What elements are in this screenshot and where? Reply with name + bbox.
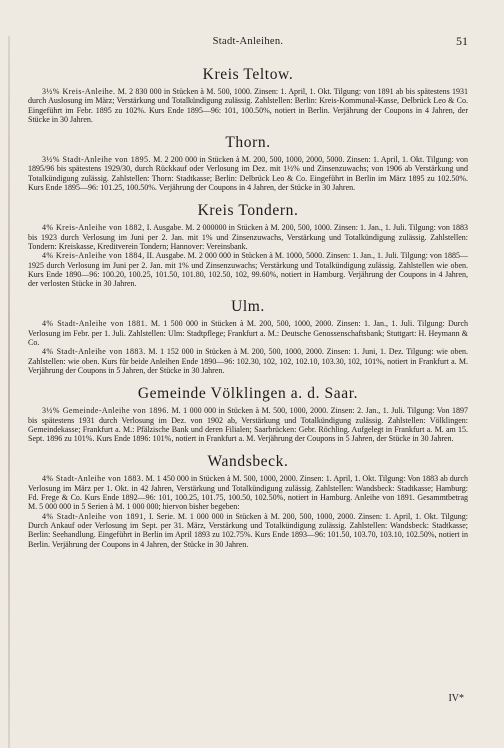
bond-description: M. 1 500 000 in Stücken à M. 200, 500, 1000, 2000. Zinsen: 1. Jan., 1. Juli. Tilgung: Durch Verlosung im Febr. per 1. Juli. Zahlstellen: Ulm: Stadtpflege; Frankfurt a. M.: Deutsche Genossenschaftsbank; Stuttgart: H. Heymann & Co. bbox=[28, 319, 468, 348]
bond-entry bbox=[28, 474, 468, 511]
section-heading: Kreis Tondern. bbox=[197, 202, 299, 220]
bond-entry bbox=[28, 319, 468, 347]
bond-description: II. Ausgabe. M. 2 000 000 in Stücken à M. 1000, 5000. Zinsen: 1. Jan., 1. Juli. Tilgung: von 1885—1925 durch Verlosung im Juni per 2. Jan. mit 1% und Zinsenzuwachs; Verstärkung und Totalkündigung zulässig. Zahlstellen wie oben. Kurs Ende 1890—96: 100.20, 100.25, 101.50, 101.80, 102.50, 102, 99.60%, notiert in Hamburg. Verjährung der Coupons in 4 Jahren, der verlosten Stücke in 30 Jahren. bbox=[28, 251, 468, 289]
bond-title: 4% Stadt-Anleihe von 1881. bbox=[42, 319, 148, 329]
bond-entry bbox=[28, 406, 468, 443]
bond-title: 4% Stadt-Anleihe von 1883. bbox=[42, 347, 146, 357]
section-wandsbeck bbox=[28, 453, 468, 548]
section-thorn bbox=[28, 134, 468, 192]
bond-entry bbox=[28, 512, 468, 549]
bond-title: 3½% Stadt-Anleihe von 1895. bbox=[42, 155, 151, 165]
running-head: Stadt-Anleihen. bbox=[212, 36, 284, 47]
bond-title: 3½% Kreis-Anleihe. bbox=[42, 87, 116, 96]
bond-description: M. 1 152 000 in Stücken à M. 200, 500, 1000, 2000. Zinsen: 1. Juni, 1. Dez. Tilgung: wie oben. Zahlstellen: wie oben. Kurs für beide Anleihen Ende 1890—96: 102.30, 102, 102, 102.10, 103.30, 102, 101%, notiert in Frankfurt a. M. Verjährung der Coupons in 5 Jahren, der Stücke in 30 Jahren. bbox=[28, 347, 468, 375]
section-heading: Kreis Teltow. bbox=[202, 66, 294, 83]
binding-gutter bbox=[8, 36, 10, 748]
bond-title: 3½% Gemeinde-Anleihe von 1896. bbox=[42, 406, 169, 416]
bond-description: M. 1 450 000 in Stücken à M. 500, 1000, 2000. Zinsen: 1. April, 1. Okt. Tilgung: Von 1883 ab durch Verlosung im März per 1. Okt. in 42 Jahren, Verstärkung und Totalkündigung zulässig. Zahlstellen: Wandsbeck: Stadtkasse; Hamburg: Fd. Frege & Co. Kurs Ende 1892—96: 101, 100.25, 101.75, 100.50, 102.50%, notiert in Hamburg. Anleihe von 1891. Gesammtbetrag M. 5 000 000 in 5 Serien à M. 1 000 000; hiervon bisher begeben: bbox=[28, 474, 469, 512]
bond-title: 4% Kreis-Anleihe von 1882, bbox=[42, 223, 145, 233]
bond-description: I. Serie. M. 1 000 000 in Stücken à M. 200, 500, 1000, 2000. Zinsen: 1. April, 1. Okt. Tilgung: Durch Ankauf oder Verlosung im Sept. per 31. März, Verstärkung und Totalkündigung zulässig. Zahlstellen: Wandsbeck: Stadtkasse; Berlin: Seehandlung. Eingeführt in Berlin im April 1893 zu 102.75%. Kurs Ende 1893—96: 101.50, 103.70, 103.10, 102.50%, notiert in Berlin. Verjährung der Coupons in 4 Jahren, der Stücke in 30 Jahren. bbox=[28, 511, 469, 549]
bond-title: 4% Kreis-Anleihe von 1884, bbox=[42, 251, 145, 261]
bond-entry bbox=[28, 87, 468, 124]
section-kreis-teltow bbox=[28, 66, 468, 124]
page-header bbox=[28, 36, 468, 56]
section-heading: Gemeinde Völklingen a. d. Saar. bbox=[137, 385, 359, 403]
bond-title: 4% Stadt-Anleihe von 1891, bbox=[42, 511, 147, 521]
bond-title: 4% Stadt-Anleihe von 1883. bbox=[42, 474, 144, 484]
bond-description: I. Ausgabe. M. 2 000000 in Stücken à M. 200, 500, 1000. Zinsen: 1. Jan., 1. Juli. Tilgung: von 1883 bis 1923 durch Verlosung im Juni per 2. Jan. mit 1% und Zinsenzuwachs, Verstärkung und Totalkündigung zulässig. Zahlstellen: Tondern: Kreiskasse, Kreditverein Tondern; Hannover: Vereinsbank. bbox=[28, 223, 468, 251]
section-ulm bbox=[28, 298, 468, 375]
bond-entry bbox=[28, 155, 468, 192]
bond-entry bbox=[28, 251, 468, 288]
bond-description: M. 2 200 000 in Stücken à M. 200, 500, 1000, 2000, 5000. Zinsen: 1. April, 1. Okt. Tilgung: von 1895/96 bis spätestens 1929/30, durch Rückkauf oder Verlosung im Dez. mit 1½% und Zinsenzuwachs; von 1906 ab Verstärkung und Totalkündigung zulässig. Zahlstellen: Thorn: Stadtkasse; Berlin: Delbrück Leo & Co. Eingeführt in Berlin im März 1895 zu 102.50%. Kurs Ende 1895—96: 101.25, 100.50%. Verjährung der Coupons in 4 Jahren, der Stücke in 30 Jahren. bbox=[28, 155, 468, 193]
section-gemeinde-voelklingen bbox=[28, 385, 468, 443]
section-heading: Wandsbeck. bbox=[207, 453, 289, 471]
page-number: 51 bbox=[456, 34, 468, 48]
section-heading: Ulm. bbox=[231, 298, 265, 316]
section-kreis-tondern bbox=[28, 202, 468, 288]
bond-entry bbox=[28, 223, 468, 251]
bond-description: M. 2 830 000 in Stücken à M. 500, 1000. Zinsen: 1. April, 1. Okt. Tilgung: von 1891 ab bis spätestens 1931 durch Auslosung im März; Verstärkung und Totalkündigung zulässig. Zahlstellen: Berlin: Kreis-Kommunal-Kasse, Delbrück Leo & Co. Eingeführt im Febr. 1895 zu 102%. Kurs Ende 1895—96: 101, 100.50%, notiert in Berlin. Verjährung der Coupons in 4 Jahren, der Stücke in 30 Jahren. bbox=[28, 87, 468, 124]
signature-mark: IV* bbox=[448, 693, 464, 704]
bond-entry bbox=[28, 347, 468, 375]
page bbox=[0, 36, 504, 748]
bond-description: M. 1 000 000 in Stücken à M. 500, 1000, 2000. Zinsen: 2. Jan., 1. Juli. Tilgung: Von 1897 bis spätestens 1931 durch Verlosung im Dez. von 1902 ab, Verstärkung und Totalkündigung zulässig. Zahlstellen: Völklingen: Gemeindekasse; Frankfurt a. M.: Pfälzische Bank und deren Filialen; Saarbrücken: Gebr. Röchling. Aufgelegt in Frankfurt a. M. am 15. Sept. 1896 zu 101%. Kurs Ende 1896: 101%, notiert in Frankfurt a. M. Verjährung der Coupons in 5 Jahren, der Stücke in 30 Jahren. bbox=[28, 406, 468, 444]
section-heading: Thorn. bbox=[225, 134, 271, 152]
